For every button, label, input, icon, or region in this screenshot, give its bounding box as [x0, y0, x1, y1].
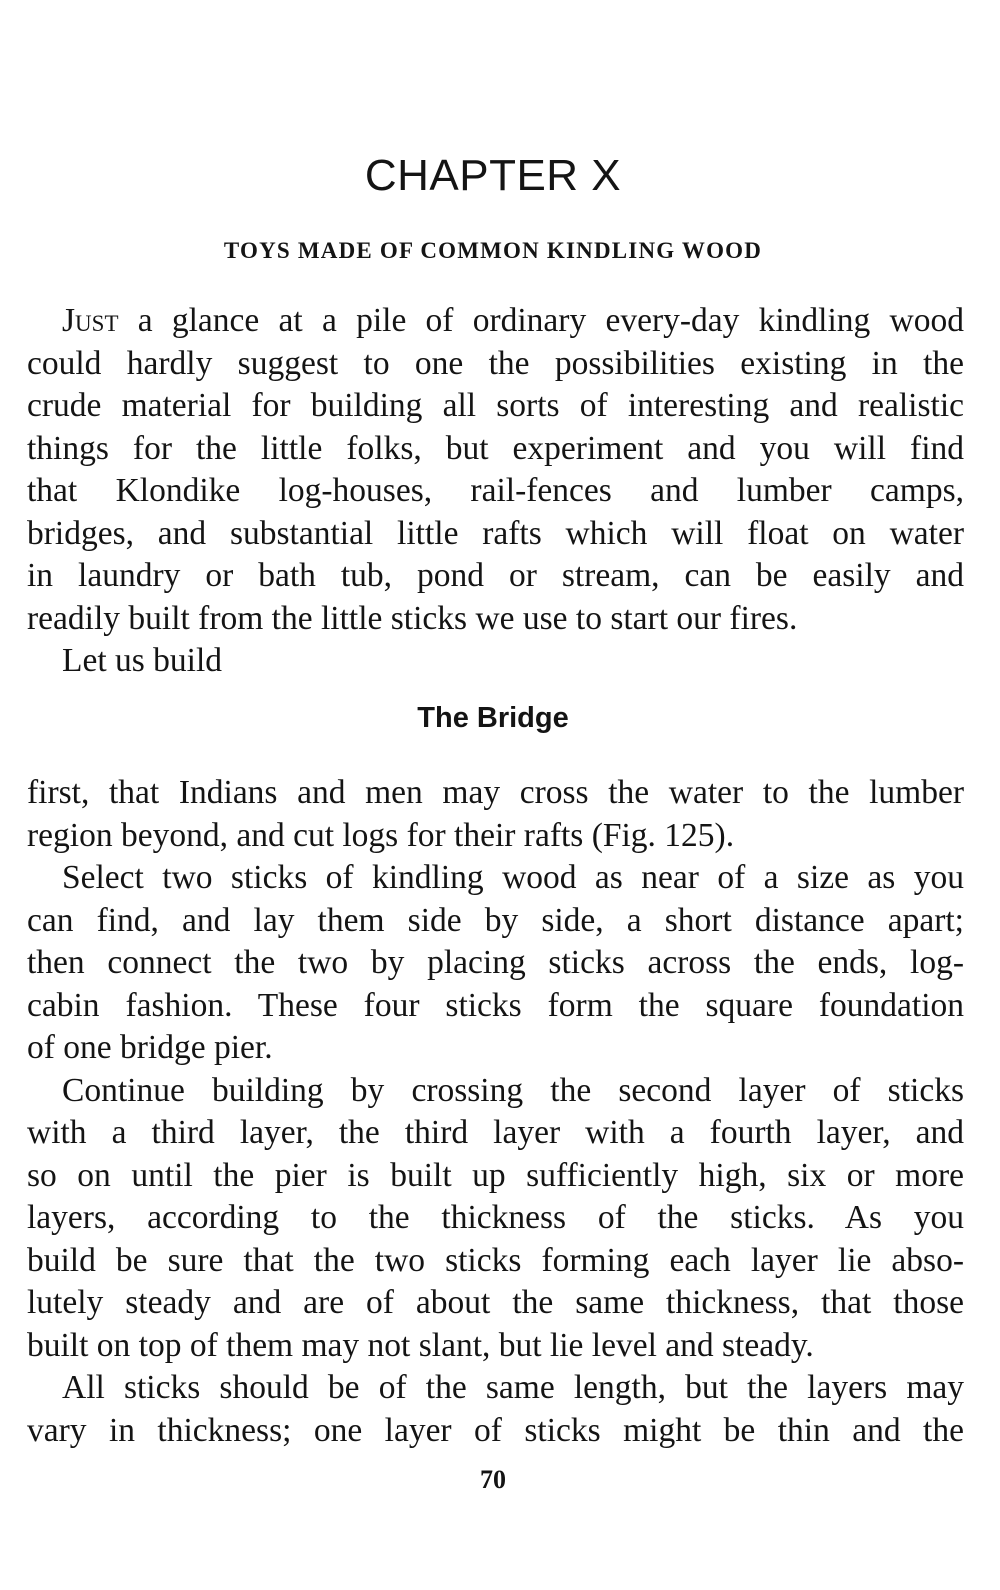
paragraph-body: [27, 772, 964, 1452]
text-line: Let us build: [62, 642, 223, 679]
text-line: region beyond, and cut logs for their rafts (Fig. 125).: [27, 816, 735, 854]
chapter-subtitle: TOYS MADE OF COMMON KINDLING WOOD: [223, 238, 763, 263]
text-line: things for the little folks, but experiment and you will find: [27, 429, 964, 467]
text-line: vary in thickness; one layer of sticks might be thin and the: [27, 1411, 964, 1449]
text-line: lutely steady and are of about the same thickness, that those: [27, 1284, 964, 1321]
text-line: All sticks should be of the same length, but the layers may: [62, 1369, 964, 1406]
text-line: first, that Indians and men may cross the water to the lumber: [27, 774, 964, 811]
text-line: in laundry or bath tub, pond or stream, can be easily and: [27, 557, 964, 594]
text-line: of one bridge pier.: [27, 1029, 273, 1066]
text-line: Continue building by crossing the second layer of sticks: [62, 1071, 964, 1109]
text-line: readily built from the little sticks we use to start our fires.: [27, 599, 798, 637]
chapter-title: CHAPTER X: [364, 151, 622, 200]
paragraph-intro: [27, 300, 964, 683]
text-line: that Klondike log-houses, rail-fences and lumber camps,: [27, 472, 964, 509]
text-line: built on top of them may not slant, but lie level and steady.: [27, 1326, 814, 1364]
section-heading: The Bridge: [417, 702, 569, 734]
text-line: could hardly suggest to one the possibilities existing in the: [27, 344, 964, 382]
text-line: Select two sticks of kindling wood as near of a size as you: [62, 859, 964, 896]
page-number: 70: [480, 1465, 506, 1494]
text-line: then connect the two by placing sticks across the ends, log-: [27, 944, 964, 981]
text-line: layers, according to the thickness of the sticks. As you: [27, 1199, 964, 1236]
text-line: build be sure that the two sticks forming each layer lie abso-: [27, 1241, 964, 1279]
text-line: crude material for building all sorts of interesting and realistic: [27, 387, 964, 424]
text-line: bridges, and substantial little rafts which will float on water: [27, 514, 964, 552]
text-line: can find, and lay them side by side, a short distance apart;: [27, 901, 964, 939]
text-line: so on until the pier is built up sufficiently high, six or more: [27, 1156, 964, 1194]
text-line: cabin fashion. These four sticks form the square foundation: [27, 986, 964, 1024]
drop-lead-word: Just: [62, 302, 119, 339]
text-line: with a third layer, the third layer with a fourth layer, and: [27, 1114, 964, 1151]
text-line: Just a glance at a pile of ordinary every-day kindling wood: [62, 302, 964, 339]
